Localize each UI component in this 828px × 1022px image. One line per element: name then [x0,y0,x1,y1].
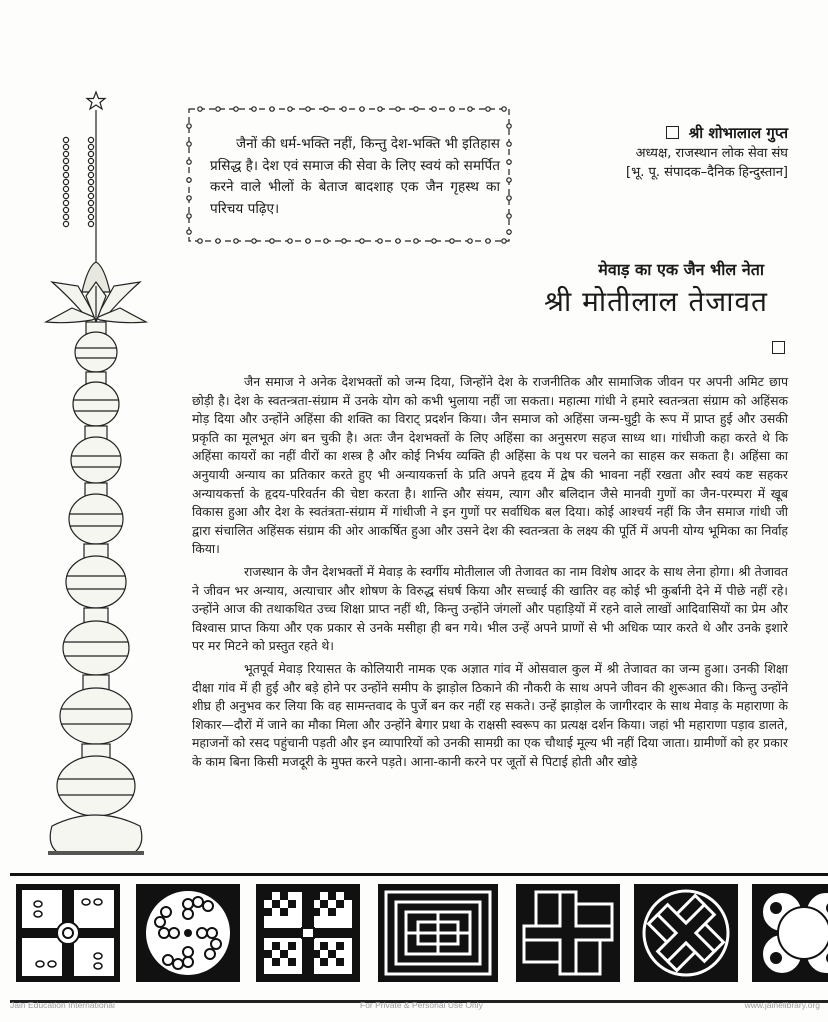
swastika-circle-tile-icon [634,884,738,982]
bead-string-right [88,137,93,226]
pot-4 [69,483,123,544]
author-block [626,122,788,182]
swastika-beads-tile-icon [136,884,240,982]
paragraph: राजस्थान के जैन देशभक्तों में मेवाड़ के स्वर्गीय मोतीलाल जी तेजावत का नाम विशेष आदर के साथ लेना होगा। श्री तेजावत ने जीवन भर अन्याय, अत्याचार और शोषण के विरुद्ध संघर्ष किया और सच्चाई की खातिर वह कोई भी कुर्बानी देने में पीछे नहीं रहे। उन्होंने आज की तथाकथित उच्च शिक्षा प्राप्त नहीं थी, किन्तु उन्होंने जंगलों और पहाड़ियों में रहने वाले लाखों आदिवासियों का प्रेम और विश्वास प्राप्त किया और एक प्रकार से उनके मसीहा ही बन गये। भील उन्हें अपने प्राणों से भी अधिक प्यार करते थे और उनके इशारे पर मर मिटने को प्रस्तुत रहते थे। [192,563,788,654]
bead-string-left [63,137,68,226]
pot-6 [63,608,129,675]
kalash-pillar-illustration [22,86,172,856]
swastika-outline-tile-icon [516,884,620,982]
paragraph: जैन समाज ने अनेक देशभक्तों को जन्म दिया, जिन्होंने देश के राजनीतिक और सामाजिक जीवन पर अपनी अमिट छाप छोड़ी है। देश के स्वतन्त्रता-संग्राम में उनके योग को कभी भुलाया नहीं जा सकता। महात्मा गांधी ने हमारे स्वतन्त्रता संग्राम को अहिंसक मोड़ दिया और उन्होंने अहिंसा की शक्ति का विराट् प्रदर्शन किया। जैन समाज को अहिंसा जन्म-घुट्टी के रूप में प्राप्त हुई और उसकी प्रकृति का मूलभूत अंग बन चुकी है। अतः जैन देशभक्तों के लिए अहिंसा का अनुसरण सहज साध्य था। गांधीजी कहा करते थे कि अहिंसा कायरों का नहीं वीरों का शस्त्र है और कोई निर्भय व्यक्ति ही अहिंसा के पथ पर चलने का साहस कर सकता है। अहिंसा का अनुयायी अन्याय का प्रतिकार करते हुए भी अन्यायकर्त्ता के प्रति अपने हृदय में द्वेष की भावना नहीं रखता और स्वयं कष्ट सहकर अन्यायकर्त्ता के हृदय-परिवर्तन की चेष्टा करता है। शान्ति और संयम, त्याग और बलिदान जैसे मानवी गुणों का जैन-परम्परा में खूब विकास हुआ और देश के स्वतंत्रता-संग्राम में गांधीजी ने इन गुणों पर सर्वाधिक बल दिया। कोई आश्चर्य नहीं कि जैन समाज गांधी जी द्वारा संचालित अहिंसक संग्राम की ओर आकर्षित हुआ और उसने देश की स्वतन्त्रता के लक्ष्य की पूर्ति में अपनी योग्य भूमिका का निर्वाह किया। [192,374,788,557]
pot-3 [71,426,121,483]
meander-labyrinth-tile-icon [378,884,498,982]
article-kicker: मेवाड़ का एक जैन भील नेता [598,260,764,279]
decorative-border-band [16,884,828,980]
intro-text: जैनों की धर्म-भक्ति नहीं, किन्तु देश-भक्ति भी इतिहास प्रसिद्ध है। देश एवं समाज की सेवा के लिए स्वयं को समर्पित करने वाले भीलों के बेताज बादशाह एक जैन गृहस्थ का परिचय पढ़िए। [210,136,500,217]
footer-publisher: Jain Education International [10,1000,115,1010]
pot-5 [66,544,126,608]
pot-9 [50,815,142,854]
intro-callout-box [184,104,514,246]
author-former-role: [भू. पू. संपादक–दैनिक हिन्दुस्तान] [626,165,788,180]
square-bullet-icon [772,341,785,354]
star-icon [87,92,105,109]
footer-website-link[interactable]: www.jainelibrary.org [744,1000,820,1010]
pot-8 [57,744,135,816]
square-bullet-icon [666,126,679,139]
border-rule [10,873,828,876]
pot-2 [73,372,119,426]
pot-1 [75,322,117,372]
swastika-checkered-tile-icon [256,884,360,982]
pot-7 [60,675,132,744]
swastika-leaf-tile-icon [16,884,120,982]
lotus-rosette-tile-icon [752,884,828,982]
author-designation: अध्यक्ष, राजस्थान लोक सेवा संघ [635,146,788,161]
footer-usage-note: For Private & Personal Use Only [360,1000,483,1010]
article-title: श्री मोतीलाल तेजावत [544,285,768,318]
author-name: श्री शोभालाल गुप्त [688,124,788,142]
article-body [192,373,788,773]
paragraph: भूतपूर्व मेवाड़ रियासत के कोलियारी नामक एक अज्ञात गांव में ओसवाल कुल में श्री तेजावत का जन्म हुआ। उनकी शिक्षा दीक्षा गांव में ही हुई और बड़े होने पर उन्होंने समीप के झाड़ोल ठिकाने की नौकरी के साथ अपने जीवन की शुरूआत की। किन्तु उन्होंने शीघ्र ही अनुभव कर लिया कि वह सामन्तवाद के पुर्जे बन कर नहीं रह सकते। उन्हें झाड़ोल के जागीरदार के साथ मेवाड़ के महाराणा के शिकार—दौरों में जाने का मौका मिला और उन्होंने बेगार प्रथा के राक्षसी स्वरूप का प्रत्यक्ष दर्शन किया। जहां भी महाराणा पड़ाव डालते, महाजनों को रसद पहुंचानी पड़ती और इन व्यापारियों को उनकी सामग्री का एक चौथाई मूल्य भी नहीं दिया जाता। ग्रामीणों को हर प्रकार के काम बिना किसी मजदूरी के मुफ्त करने पड़ते। आना-कानी करने पर जूतों से पिटाई होती और खोड़े [192,660,789,769]
